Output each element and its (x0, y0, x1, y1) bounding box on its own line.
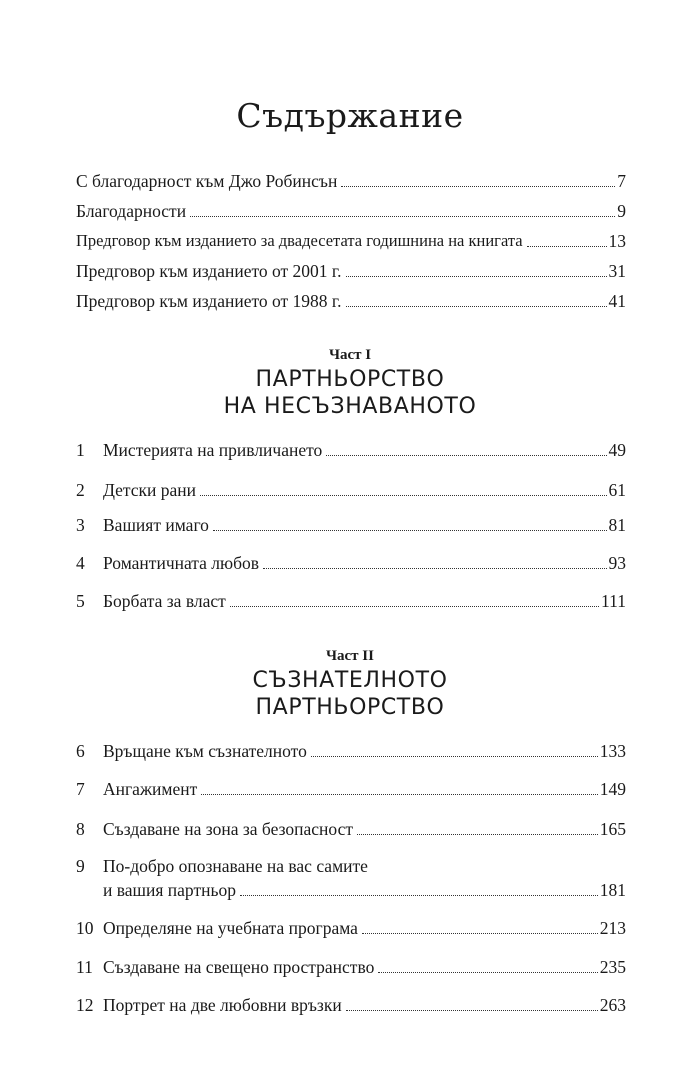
toc-entry[interactable] (76, 260, 626, 282)
part-label: Част I (328, 347, 372, 363)
chapter-title: Създаване на свещено пространство (103, 957, 375, 977)
toc-entry-title: Предговор към изданието от 1988 г. (76, 291, 342, 311)
part-title: СЪЗНАТЕЛНОТО (252, 668, 448, 693)
dot-leader (240, 894, 598, 896)
dot-leader (326, 454, 606, 456)
dot-leader (201, 793, 597, 795)
dot-leader (213, 529, 607, 531)
toc-entry-title: С благодарност към Джо Робинсън (76, 171, 338, 191)
chapter-title: Създаване на зона за безопасност (103, 819, 354, 839)
toc-entry-title: Предговор към изданието от 2001 г. (76, 261, 342, 281)
toc-entry-page: 9 (617, 201, 626, 221)
chapter-page: 133 (599, 741, 626, 761)
dot-leader (527, 245, 607, 247)
toc-entry[interactable] (76, 200, 626, 222)
chapter-number: 8 (76, 819, 85, 839)
chapter-number: 7 (76, 779, 85, 799)
chapter-number: 2 (76, 480, 85, 500)
dot-leader (346, 305, 607, 307)
chapter-page: 81 (608, 515, 626, 535)
chapter-number: 5 (76, 591, 85, 611)
chapter-title: Ангажимент (103, 779, 198, 799)
toc-entry-title: Предговор към изданието за двадесетата годишнина на книгата (76, 231, 523, 250)
chapter-number: 12 (76, 995, 94, 1015)
part-title: НА НЕСЪЗНАВАНОТО (223, 394, 477, 419)
toc-entry-page: 7 (617, 171, 626, 191)
toc-entry[interactable] (76, 230, 626, 252)
toc-entry[interactable] (76, 170, 626, 192)
dot-leader (346, 275, 607, 277)
dot-leader (263, 567, 606, 569)
dot-leader (362, 932, 598, 934)
chapter-number: 10 (76, 918, 94, 938)
toc-chapter[interactable] (76, 956, 626, 978)
chapter-title: Романтичната любов (103, 553, 260, 573)
chapter-title: Връщане към съзнателното (103, 741, 307, 761)
dot-leader (311, 755, 598, 757)
chapter-title: Вашият имаго (103, 515, 209, 535)
chapter-page: 181 (599, 880, 626, 900)
toc-entry-page: 13 (608, 231, 626, 251)
toc-chapter[interactable] (76, 818, 626, 840)
chapter-title-continuation: и вашия партньор (103, 880, 236, 900)
toc-chapter[interactable] (76, 994, 626, 1016)
page-title: Съдържание (236, 96, 464, 135)
part-label: Част II (326, 648, 374, 664)
toc-entry-title: Благодарности (76, 201, 187, 221)
chapter-title: Определяне на учебната програма (103, 918, 358, 938)
toc-chapter[interactable] (76, 917, 626, 939)
part-title: ПАРТНЬОРСТВО (255, 695, 445, 720)
toc-chapter[interactable] (76, 778, 626, 800)
chapter-page: 149 (599, 779, 626, 799)
toc-chapter[interactable] (76, 740, 626, 762)
toc-entry-page: 31 (608, 261, 626, 281)
dot-leader (200, 494, 606, 496)
chapter-number: 9 (76, 856, 85, 876)
toc-chapter[interactable] (76, 590, 626, 612)
chapter-title: Портрет на две любовни връзки (103, 995, 342, 1015)
chapter-page: 213 (599, 918, 626, 938)
dot-leader (341, 185, 615, 187)
dot-leader (190, 215, 615, 217)
toc-chapter-continuation[interactable] (103, 879, 626, 901)
chapter-title: По-добро опознаване на вас самите (103, 856, 368, 876)
chapter-title: Борбата за власт (103, 591, 226, 611)
toc-chapter[interactable] (76, 479, 626, 501)
chapter-title: Мистерията на привличането (103, 440, 323, 460)
chapter-page: 111 (601, 591, 626, 611)
dot-leader (346, 1009, 598, 1011)
chapter-number: 1 (76, 440, 85, 460)
chapter-page: 235 (599, 957, 626, 977)
chapter-number: 4 (76, 553, 85, 573)
toc-chapter[interactable] (76, 439, 626, 461)
chapter-number: 6 (76, 741, 85, 761)
part-title: ПАРТНЬОРСТВО (255, 367, 445, 392)
chapter-page: 165 (599, 819, 626, 839)
dot-leader (378, 971, 597, 973)
chapter-page: 263 (599, 995, 626, 1015)
toc-chapter[interactable] (76, 855, 626, 877)
chapter-page: 61 (608, 480, 626, 500)
dot-leader (230, 605, 599, 607)
chapter-number: 3 (76, 515, 85, 535)
toc-entry[interactable] (76, 290, 626, 312)
toc-entry-page: 41 (608, 291, 626, 311)
chapter-page: 49 (608, 440, 626, 460)
chapter-title: Детски рани (103, 480, 197, 500)
dot-leader (357, 833, 598, 835)
chapter-page: 93 (608, 553, 626, 573)
toc-chapter[interactable] (76, 514, 626, 536)
chapter-number: 11 (76, 957, 93, 977)
toc-chapter[interactable] (76, 552, 626, 574)
